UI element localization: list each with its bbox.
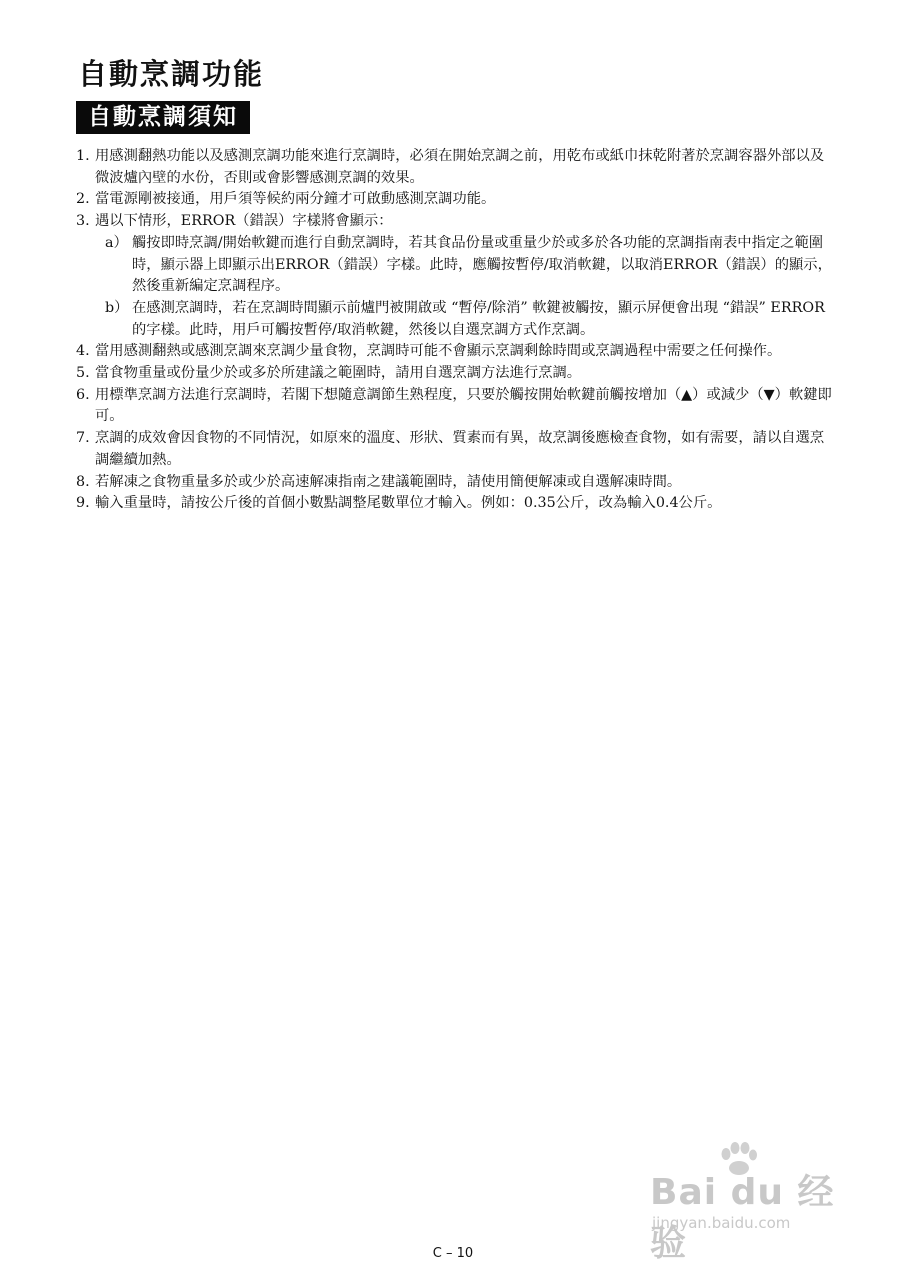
- item-text: 當用感測翻熱或感測烹調來烹調少量食物，烹調時可能不會顯示烹調剩餘時間或烹調過程中需要之任何操作。: [95, 343, 782, 360]
- item-number: 4.: [76, 343, 90, 360]
- item-text: 遇以下情形，ERROR（錯誤）字樣將會顯示：: [95, 213, 393, 230]
- item-number: 7.: [76, 430, 90, 447]
- list-item: [76, 385, 836, 428]
- sub-item: [95, 298, 836, 341]
- item-number: 2.: [76, 191, 90, 208]
- sub-item: [95, 233, 836, 298]
- list-item: [76, 472, 836, 494]
- watermark-brand: Bai du 经验: [650, 1172, 835, 1264]
- page-number: C – 10: [432, 1246, 474, 1261]
- list-item: [76, 363, 836, 385]
- watermark-url: jingyan.baidu.com: [652, 1214, 791, 1232]
- item-text: 烹調的成效會因食物的不同情況，如原來的溫度、形狀、質素而有異，故烹調後應檢查食物，如有需要，請以自選烹調繼續加熱。: [95, 430, 825, 468]
- item-body: [95, 211, 836, 341]
- notes-list: [76, 146, 836, 515]
- item-text: 輸入重量時，請按公斤後的首個小數點調整尾數單位才輸入。例如：0.35公斤，改為輸入0.4公斤。: [95, 495, 722, 512]
- list-item: [76, 428, 836, 471]
- sub-item-text: 在感測烹調時，若在烹調時間顯示前爐門被開啟或 “暫停/除消” 軟鍵被觸按，顯示屏便會出現 “錯誤” ERROR的字樣。此時，用戶可觸按暫停/取消軟鍵，然後以自選烹調方式作烹調。: [132, 299, 825, 338]
- baidu-watermark: [648, 1142, 848, 1264]
- item-text: 當電源剛被接通，用戶須等候約兩分鐘才可啟動感測烹調功能。: [95, 191, 496, 208]
- sub-item-text: 觸按即時烹調/開始軟鍵而進行自動烹調時，若其食品份量或重量少於或多於各功能的烹調指南表中指定之範圍時，顯示器上即顯示出ERROR（錯誤）字樣。此時，應觸按暫停/取消軟鍵，以取消ERROR（錯誤）的顯示，然後重新編定烹調程序。: [132, 234, 832, 295]
- item-number: 6.: [76, 386, 90, 403]
- item-text: 當食物重量或份量少於或多於所建議之範圍時，請用自選烹調方法進行烹調。: [95, 365, 582, 382]
- item-text: 若解凍之食物重量多於或少於高速解凍指南之建議範圍時，請使用簡便解凍或自選解凍時間。: [95, 473, 682, 490]
- item-number: 5.: [76, 365, 90, 382]
- list-item: [76, 211, 836, 341]
- section-heading: 自動烹調須知: [76, 101, 250, 134]
- list-item: [76, 146, 836, 189]
- item-number: 1.: [76, 148, 90, 164]
- item-number: 8.: [76, 473, 90, 490]
- list-item: [76, 493, 836, 515]
- page-title: 自動烹調功能: [78, 57, 265, 91]
- item-text: 用感測翻熱功能以及感測烹調功能來進行烹調時，必須在開始烹調之前，用乾布或紙巾抹乾附著於烹調容器外部以及微波爐內壁的水份，否則或會影響感測烹調的效果。: [95, 148, 825, 186]
- item-text: 用標準烹調方法進行烹調時，若閣下想隨意調節生熟程度，只要於觸按開始軟鍵前觸按增加（▲）或減少（▼）軟鍵即可。: [95, 386, 832, 425]
- list-item: [76, 341, 836, 363]
- list-item: [76, 189, 836, 211]
- sub-item-label: b）: [105, 299, 129, 316]
- item-number: 3.: [76, 213, 90, 230]
- item-number: 9.: [76, 495, 90, 512]
- sub-item-label: a）: [105, 234, 128, 251]
